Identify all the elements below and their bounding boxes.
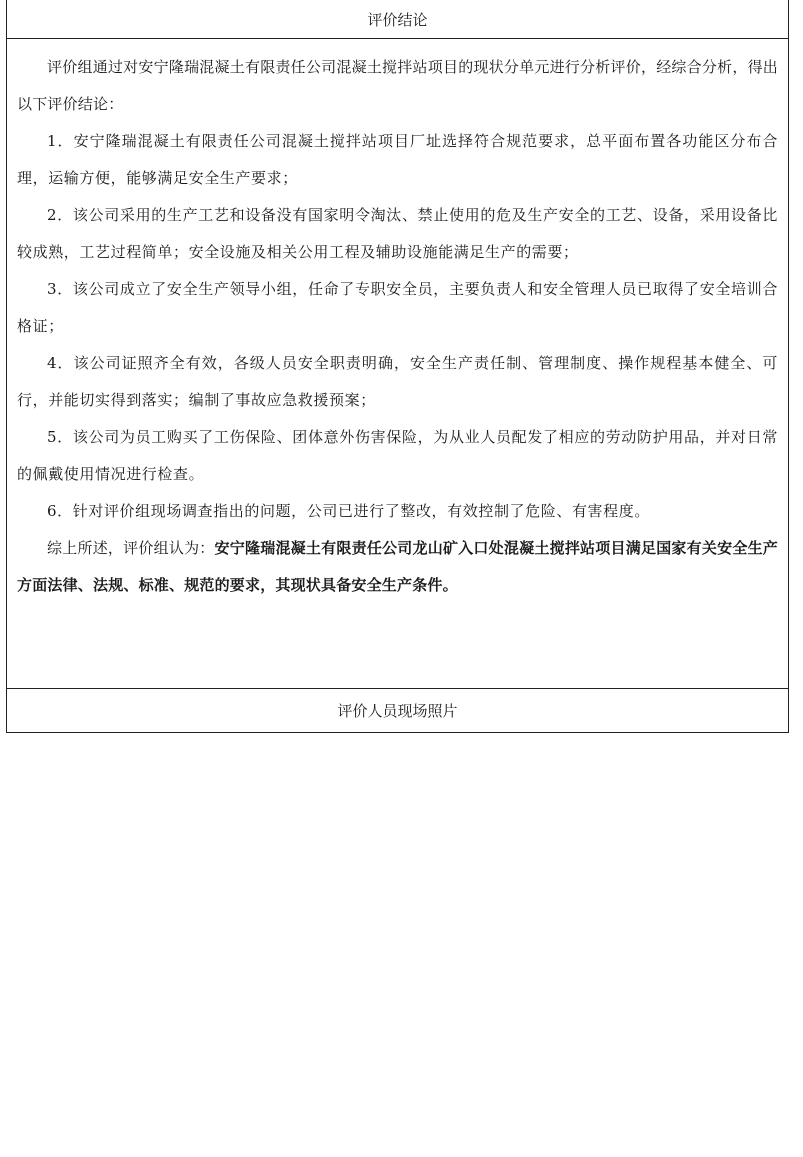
conclusion-cell — [7, 39, 788, 689]
evaluation-table — [6, 0, 789, 733]
summary-lead: 综上所述，评价组认为： — [47, 539, 215, 557]
table-footer — [7, 689, 788, 732]
conclusion-item-4: 4．该公司证照齐全有效，各级人员安全职责明确，安全生产责任制、管理制度、操作规程基本健全、可行，并能切实得到落实；编制了事故应急救援预案； — [17, 354, 778, 409]
conclusion-summary — [17, 530, 778, 604]
conclusion-item-1: 1．安宁隆瑞混凝土有限责任公司混凝土搅拌站项目厂址选择符合规范要求，总平面布置各功能区分布合理，运输方便，能够满足安全生产要求； — [17, 132, 778, 187]
header-title: 评价结论 — [367, 10, 428, 29]
conclusion-item-5: 5．该公司为员工购买了工伤保险、团体意外伤害保险，为从业人员配发了相应的劳动防护用品，并对日常的佩戴使用情况进行检查。 — [17, 428, 778, 483]
footer-title: 评价人员现场照片 — [337, 702, 458, 720]
table-header — [7, 0, 788, 39]
conclusion-intro: 评价组通过对安宁隆瑞混凝土有限责任公司混凝土搅拌站项目的现状分单元进行分析评价，经综合分析，得出以下评价结论： — [17, 58, 778, 113]
summary-bold: 安宁隆瑞混凝土有限责任公司龙山矿入口处混凝土搅拌站项目满足国家有关安全生产方面法律、法规、标准、规范的要求，其现状具备安全生产条件。 — [17, 539, 779, 594]
conclusion-item-6: 6．针对评价组现场调查指出的问题，公司已进行了整改，有效控制了危险、有害程度。 — [47, 502, 650, 520]
conclusion-item-3: 3．该公司成立了安全生产领导小组，任命了专职安全员，主要负责人和安全管理人员已取得了安全培训合格证； — [17, 280, 778, 335]
conclusion-item-2: 2．该公司采用的生产工艺和设备没有国家明令淘汰、禁止使用的危及生产安全的工艺、设备，采用设备比较成熟，工艺过程简单；安全设施及相关公用工程及辅助设施能满足生产的需要； — [17, 206, 778, 261]
